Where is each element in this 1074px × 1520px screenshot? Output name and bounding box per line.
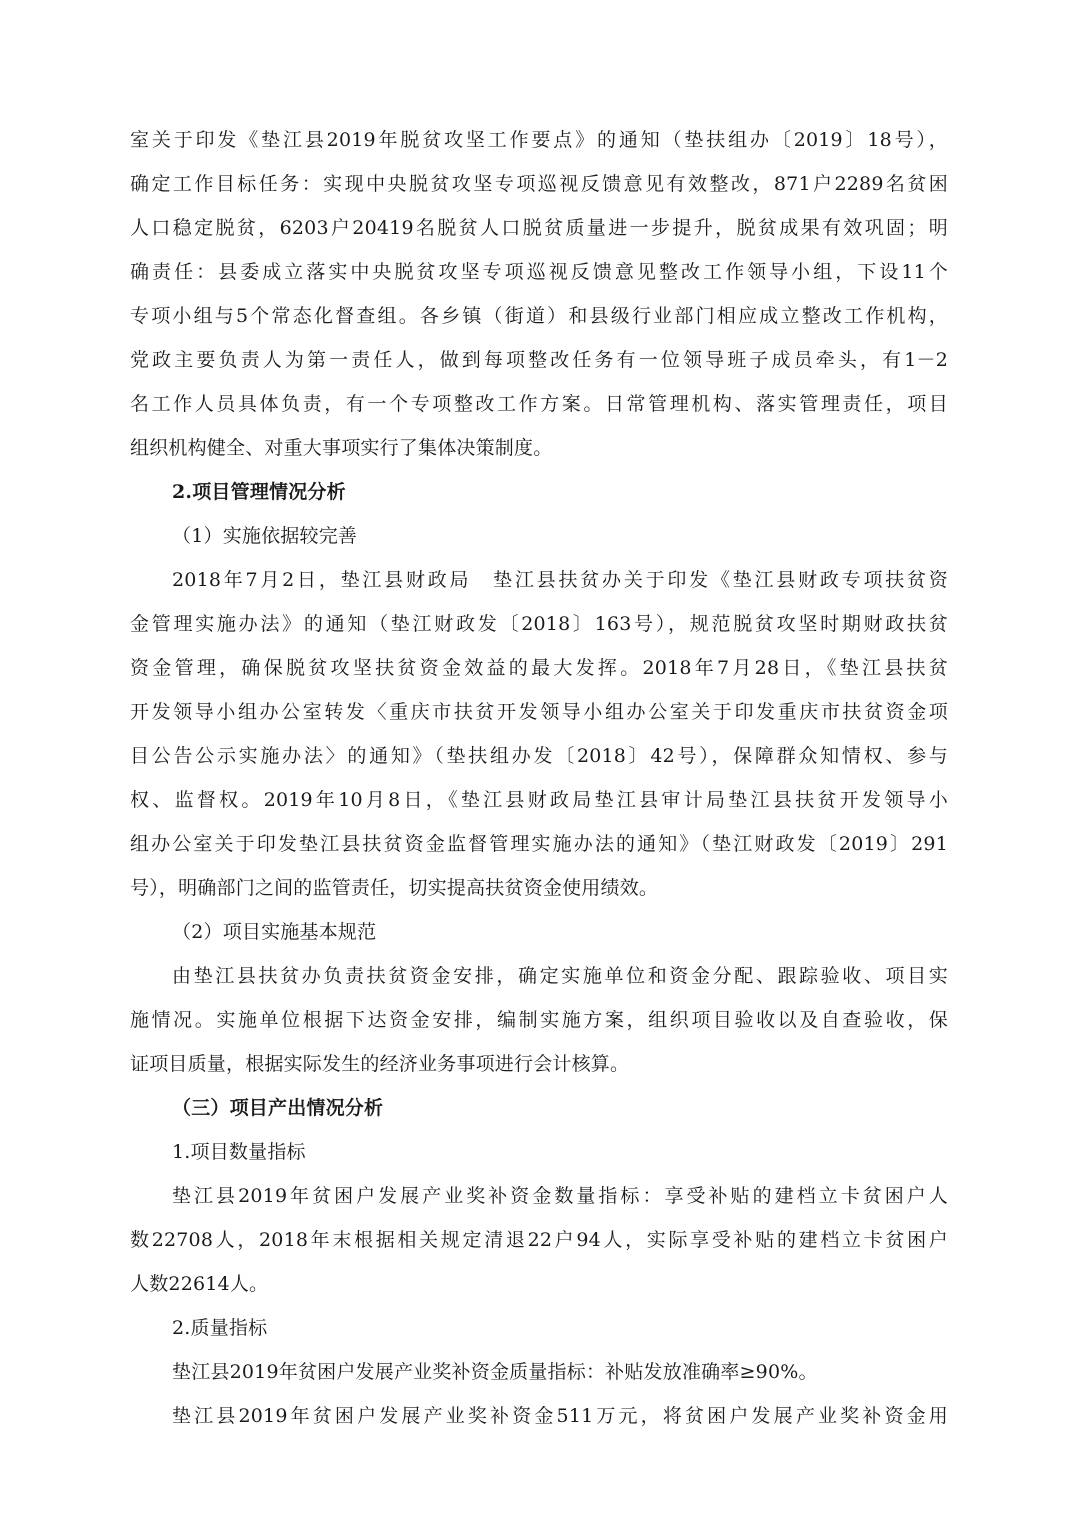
- paragraph-line: 专项小组与5个常态化督查组。各乡镇（街道）和县级行业部门相应成立整改工作机构，: [130, 305, 948, 327]
- subsection-heading: 2.质量指标: [172, 1317, 268, 1339]
- subsection-heading: （1）实施依据较完善: [172, 525, 358, 547]
- paragraph-line: 开发领导小组办公室转发〈重庆市扶贫开发领导小组办公室关于印发重庆市扶贫资金项: [130, 701, 948, 723]
- paragraph-line: 组织机构健全、对重大事项实行了集体决策制度。: [130, 437, 553, 459]
- section-heading: 2.项目管理情况分析: [172, 481, 346, 503]
- paragraph-line: 2018年7月2日，垫江县财政局 垫江县扶贫办关于印发《垫江县财政专项扶贫资: [172, 569, 948, 591]
- paragraph-line: 施情况。实施单位根据下达资金安排，编制实施方案，组织项目验收以及自查验收，保: [130, 1009, 948, 1031]
- paragraph-line: 室关于印发《垫江县2019年脱贫攻坚工作要点》的通知（垫扶组办〔2019〕18号），: [130, 129, 948, 151]
- paragraph-line: 人数22614人。: [130, 1273, 269, 1295]
- paragraph-line: 由垫江县扶贫办负责扶贫资金安排，确定实施单位和资金分配、跟踪验收、项目实: [172, 965, 948, 987]
- paragraph-line: 垫江县2019年贫困户发展产业奖补资金质量指标：补贴发放准确率≥90%。: [172, 1361, 818, 1383]
- paragraph-line: 权、监督权。2019年10月8日，《垫江县财政局垫江县审计局垫江县扶贫开发领导小: [130, 789, 948, 811]
- paragraph-line: 垫江县2019年贫困户发展产业奖补资金511万元，将贫困户发展产业奖补资金用: [172, 1405, 948, 1427]
- paragraph-line: 目公告公示实施办法〉的通知》（垫扶组办发〔2018〕42号），保障群众知情权、参与: [130, 745, 948, 767]
- paragraph-line: 资金管理，确保脱贫攻坚扶贫资金效益的最大发挥。2018年7月28日，《垫江县扶贫: [130, 657, 948, 679]
- paragraph-line: 号），明确部门之间的监管责任，切实提高扶贫资金使用绩效。: [130, 877, 659, 899]
- paragraph-line: 确定工作目标任务：实现中央脱贫攻坚专项巡视反馈意见有效整改，871户2289名贫困: [130, 173, 948, 195]
- paragraph-line: 党政主要负责人为第一责任人，做到每项整改任务有一位领导班子成员牵头，有1－2: [130, 349, 948, 371]
- subsection-heading: 1.项目数量指标: [172, 1141, 306, 1163]
- paragraph-line: 证项目质量，根据实际发生的经济业务事项进行会计核算。: [130, 1053, 630, 1075]
- paragraph-line: 名工作人员具体负责，有一个专项整改工作方案。日常管理机构、落实管理责任，项目: [130, 393, 948, 415]
- paragraph-line: 确责任：县委成立落实中央脱贫攻坚专项巡视反馈意见整改工作领导小组，下设11个: [130, 261, 948, 283]
- paragraph-line: 人口稳定脱贫，6203户20419名脱贫人口脱贫质量进一步提升，脱贫成果有效巩固；明: [130, 217, 948, 239]
- section-heading: （三）项目产出情况分析: [172, 1097, 384, 1119]
- paragraph-line: 金管理实施办法》的通知（垫江财政发〔2018〕163号），规范脱贫攻坚时期财政扶贫: [130, 613, 948, 635]
- subsection-heading: （2）项目实施基本规范: [172, 921, 377, 943]
- paragraph-line: 组办公室关于印发垫江县扶贫资金监督管理实施办法的通知》（垫江财政发〔2019〕291: [130, 833, 948, 855]
- paragraph-line: 数22708人，2018年末根据相关规定清退22户94人，实际享受补贴的建档立卡贫困户: [130, 1229, 948, 1251]
- paragraph-line: 垫江县2019年贫困户发展产业奖补资金数量指标：享受补贴的建档立卡贫困户人: [172, 1185, 948, 1207]
